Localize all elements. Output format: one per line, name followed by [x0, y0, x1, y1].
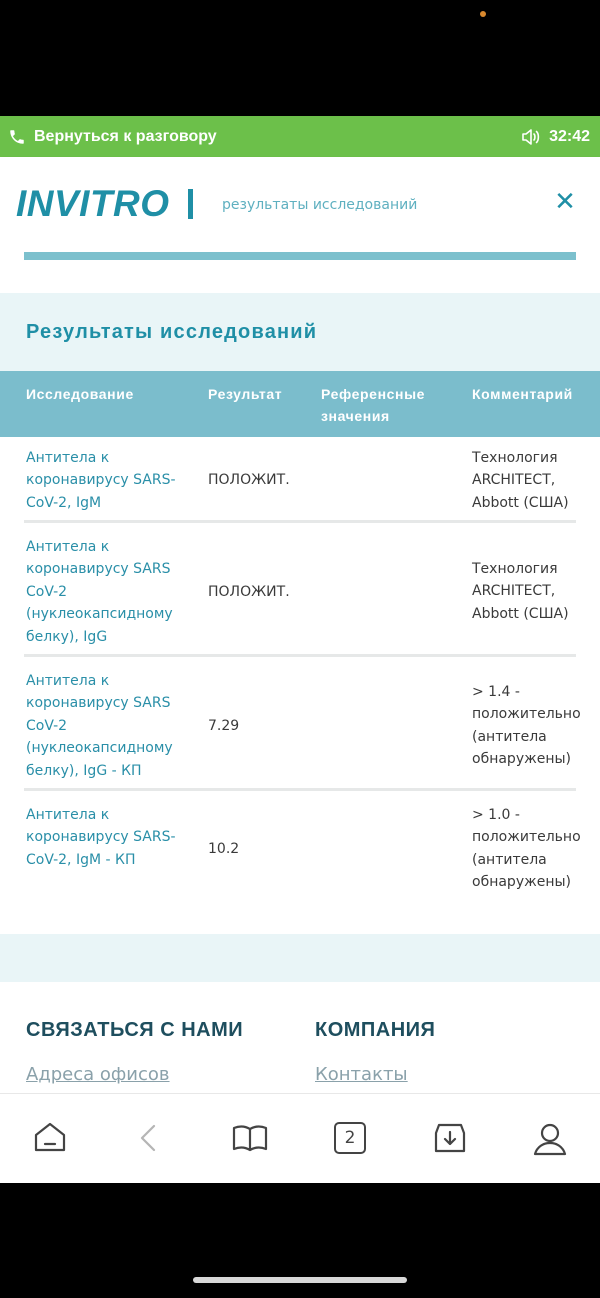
site-header [0, 157, 600, 252]
test-comment: > 1.0 - положительно (антитела обнаружены) [472, 807, 581, 891]
return-to-call-bar[interactable] [0, 116, 600, 157]
row-divider [24, 788, 576, 791]
office-addresses-link[interactable]: Адреса офисов [26, 1064, 170, 1085]
downloads-icon[interactable] [430, 1118, 470, 1158]
tab-count: 2 [334, 1122, 366, 1154]
contacts-link[interactable]: Контакты [315, 1064, 408, 1085]
camera-indicator [480, 11, 486, 17]
test-result: ПОЛОЖИТ. [208, 584, 290, 600]
test-name[interactable]: Антитела к коронавирусу SARS CoV-2 (нуклеокапсидному белку), IgG - КП [26, 673, 173, 779]
column-header-reference: Референсные значения [321, 386, 426, 424]
phone-icon [8, 128, 26, 146]
tabs-icon[interactable] [330, 1118, 370, 1158]
test-result: 7.29 [208, 718, 240, 734]
footer-contact-heading: СВЯЗАТЬСЯ С НАМИ [26, 1019, 244, 1041]
test-name[interactable]: Антитела к коронавирусу SARS-CoV-2, IgM - КП [26, 807, 176, 868]
profile-icon[interactable] [530, 1118, 570, 1158]
table-header [0, 371, 600, 437]
return-to-call-label: Вернуться к разговору [34, 127, 217, 145]
logo-divider [188, 189, 193, 219]
home-icon[interactable] [30, 1118, 70, 1158]
test-comment: Технология ARCHITECT, Abbott (США) [472, 561, 569, 622]
speaker-icon [521, 128, 541, 146]
home-indicator[interactable] [193, 1277, 407, 1283]
test-comment: > 1.4 - положительно (антитела обнаружены) [472, 684, 581, 768]
test-comment: Технология ARCHITECT, Abbott (США) [472, 450, 569, 511]
row-divider [24, 520, 576, 523]
section-divider-band [0, 934, 600, 982]
browser-bottom-nav [0, 1093, 600, 1183]
row-divider [24, 654, 576, 657]
back-arrow-icon[interactable] [130, 1118, 170, 1158]
book-icon[interactable] [230, 1118, 270, 1158]
test-name[interactable]: Антитела к коронавирусу SARS CoV-2 (нуклеокапсидному белку), IgG [26, 539, 173, 645]
system-bottom-area [0, 1183, 600, 1298]
column-header-comment: Комментарий [472, 386, 573, 402]
footer-company-heading: КОМПАНИЯ [315, 1019, 436, 1041]
test-name[interactable]: Антитела к коронавирусу SARS-CoV-2, IgM [26, 450, 176, 511]
results-header [0, 293, 600, 371]
test-result: ПОЛОЖИТ. [208, 472, 290, 488]
column-header-result: Результат [208, 386, 283, 402]
page-content [0, 252, 600, 1093]
close-icon[interactable]: ✕ [554, 187, 576, 217]
header-subtitle: результаты исследований [222, 197, 418, 213]
call-timer: 32:42 [549, 127, 590, 145]
test-result: 10.2 [208, 841, 240, 857]
column-header-test: Исследование [26, 386, 134, 402]
invitro-logo[interactable]: INVITRO [16, 183, 170, 224]
section-band [24, 252, 576, 260]
status-area [0, 0, 600, 116]
page-title: Результаты исследований [26, 321, 318, 343]
